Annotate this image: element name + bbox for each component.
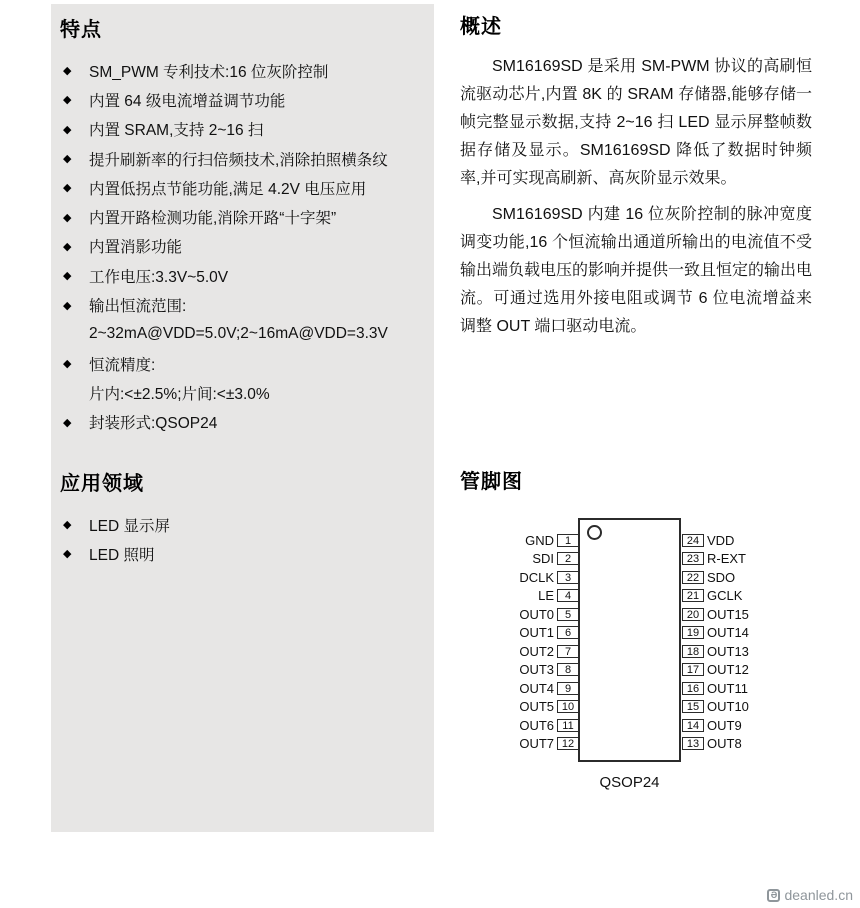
pin-label: OUT8 — [707, 736, 742, 751]
feature-item — [63, 349, 434, 378]
diamond-bullet-icon: ◆ — [63, 240, 72, 253]
pin-number: 24 — [682, 534, 704, 547]
pin-row — [682, 644, 749, 659]
diamond-bullet-icon: ◆ — [63, 358, 72, 371]
pin-number: 9 — [557, 682, 579, 695]
pin-label: OUT9 — [707, 718, 742, 733]
pin-row — [682, 662, 749, 677]
pin-number: 8 — [557, 663, 579, 676]
feature-text: 片内:<±2.5%;片间:<±3.0% — [89, 385, 270, 403]
pin-number: 23 — [682, 552, 704, 565]
application-text: LED 显示屏 — [89, 517, 170, 535]
overview-section — [460, 15, 812, 341]
pin-number: 12 — [557, 737, 579, 750]
pin-row — [450, 551, 579, 566]
diamond-bullet-icon: ◆ — [63, 211, 72, 224]
pin-row — [450, 625, 579, 640]
pin-number: 7 — [557, 645, 579, 658]
features-panel — [51, 4, 434, 832]
feature-item — [63, 144, 434, 173]
feature-text: 工作电压:3.3V~5.0V — [89, 268, 229, 286]
pin-row — [682, 681, 748, 696]
pin-number: 10 — [557, 700, 579, 713]
feature-item — [63, 202, 434, 231]
pin-row — [682, 551, 746, 566]
pin-number: 18 — [682, 645, 704, 658]
pin-number: 19 — [682, 626, 704, 639]
pin-label: OUT0 — [519, 607, 554, 622]
pin-row — [682, 570, 735, 585]
pin-row — [450, 533, 579, 548]
feature-text: 内置 64 级电流增益调节功能 — [89, 92, 286, 110]
pin-row — [450, 588, 579, 603]
pin-number: 4 — [557, 589, 579, 602]
pin-label: OUT4 — [519, 681, 554, 696]
diamond-bullet-icon: ◆ — [63, 548, 72, 561]
feature-item — [63, 261, 434, 290]
feature-text: 内置开路检测功能,消除开路“十字架” — [89, 210, 337, 228]
pin-row — [682, 718, 742, 733]
pin-number: 17 — [682, 663, 704, 676]
feature-item — [63, 85, 434, 114]
pin1-indicator-icon — [587, 525, 602, 540]
pin-number: 3 — [557, 571, 579, 584]
feature-item-continuation — [63, 320, 434, 349]
pin-row — [682, 533, 734, 548]
pin-label: VDD — [707, 533, 735, 548]
pin-row — [682, 588, 742, 603]
pin-number: 2 — [557, 552, 579, 565]
watermark — [767, 887, 853, 903]
diamond-bullet-icon: ◆ — [63, 416, 72, 429]
overview-paragraph: SM16169SD 是采用 SM-PWM 协议的高刷恒流驱动芯片,内置 8K 的 SRAM 存储器,能够存储一帧完整显示数据,支持 2~16 扫 LED 显示屏整帧数据存储及显示。SM16169SD 降低了数据时钟频率,并可实现高刷新、高灰阶显示效果。 — [460, 58, 812, 187]
pin-label: OUT12 — [707, 662, 749, 677]
pin-label: OUT10 — [707, 699, 749, 714]
pin-row — [450, 699, 579, 714]
pin-label: OUT2 — [519, 644, 554, 659]
applications-title: 应用领域 — [60, 472, 144, 495]
pin-row — [450, 718, 579, 733]
pin-label: OUT3 — [519, 662, 554, 677]
pinout-title: 管脚图 — [460, 471, 523, 493]
pin-label: OUT11 — [707, 681, 748, 696]
applications-list — [51, 510, 434, 569]
pin-number: 16 — [682, 682, 704, 695]
pin-row — [450, 607, 579, 622]
diamond-bullet-icon: ◆ — [63, 153, 72, 166]
pin-label: SDI — [532, 551, 554, 566]
package-label: QSOP24 — [599, 774, 660, 791]
pin-label: OUT15 — [707, 607, 749, 622]
feature-text: 内置消影功能 — [89, 239, 183, 257]
pin-number: 21 — [682, 589, 704, 602]
feature-text: 提升刷新率的行扫倍频技术,消除拍照横条纹 — [89, 151, 388, 169]
pin-row — [450, 662, 579, 677]
brand-icon: Ə — [767, 889, 780, 902]
overview-title: 概述 — [460, 16, 502, 38]
feature-item-continuation — [63, 378, 434, 407]
pin-label: DCLK — [519, 570, 554, 585]
diamond-bullet-icon: ◆ — [63, 123, 72, 136]
feature-text: 封装形式:QSOP24 — [89, 415, 218, 433]
pin-label: R-EXT — [707, 551, 746, 566]
pin-row — [450, 736, 579, 751]
chip-body — [578, 518, 681, 762]
feature-item — [63, 290, 434, 319]
pin-label: LE — [538, 588, 554, 603]
pin-label: OUT6 — [519, 718, 554, 733]
feature-item — [63, 56, 434, 85]
pin-number: 11 — [557, 719, 579, 732]
pin-row — [450, 570, 579, 585]
diamond-bullet-icon: ◆ — [63, 65, 72, 78]
pin-label: OUT5 — [519, 699, 554, 714]
feature-item — [63, 232, 434, 261]
pin-diagram — [450, 515, 830, 815]
application-text: LED 照明 — [89, 546, 155, 564]
pin-label: GND — [525, 533, 554, 548]
feature-item — [63, 115, 434, 144]
application-item — [63, 510, 434, 539]
pin-row — [682, 607, 749, 622]
overview-paragraph: SM16169SD 内建 16 位灰阶控制的脉冲宽度调变功能,16 个恒流输出通道所输出的电流值不受输出端负载电压的影响并提供一致且恒定的输出电流。可通过选用外接电阻或调节 6 位电流增益来调整 OUT 端口驱动电流。 — [460, 206, 813, 335]
pin-row — [450, 681, 579, 696]
pin-row — [682, 736, 742, 751]
diamond-bullet-icon: ◆ — [63, 94, 72, 107]
pin-number: 20 — [682, 608, 704, 621]
diamond-bullet-icon: ◆ — [63, 299, 72, 312]
pin-label: SDO — [707, 570, 736, 585]
pin-label: OUT1 — [519, 625, 554, 640]
features-list — [51, 56, 434, 437]
watermark-text: deanled.cn — [784, 887, 853, 903]
diamond-bullet-icon: ◆ — [63, 182, 72, 195]
pin-number: 13 — [682, 737, 704, 750]
pin-label: GCLK — [707, 588, 743, 603]
pin-row — [682, 699, 749, 714]
feature-text: 恒流精度: — [89, 356, 156, 374]
pin-row — [450, 644, 579, 659]
pin-number: 14 — [682, 719, 704, 732]
feature-text: 内置低拐点节能功能,满足 4.2V 电压应用 — [89, 180, 367, 198]
application-item — [63, 539, 434, 568]
pin-number: 1 — [557, 534, 579, 547]
pin-number: 5 — [557, 608, 579, 621]
feature-item — [63, 408, 434, 437]
pin-number: 6 — [557, 626, 579, 639]
feature-text: 输出恒流范围: — [89, 298, 187, 316]
pin-row — [682, 625, 749, 640]
pin-label: OUT13 — [707, 644, 749, 659]
diamond-bullet-icon: ◆ — [63, 519, 72, 531]
feature-text: 2~32mA@VDD=5.0V;2~16mA@VDD=3.3V — [89, 325, 388, 343]
feature-text: SM_PWM 专利技术:16 位灰阶控制 — [89, 63, 329, 81]
feature-item — [63, 173, 434, 202]
diamond-bullet-icon: ◆ — [63, 270, 72, 283]
pin-number: 15 — [682, 700, 704, 713]
pin-label: OUT7 — [519, 736, 554, 751]
features-title: 特点 — [60, 19, 102, 41]
feature-text: 内置 SRAM,支持 2~16 扫 — [89, 122, 264, 140]
pin-number: 22 — [682, 571, 704, 584]
pin-label: OUT14 — [707, 625, 749, 640]
